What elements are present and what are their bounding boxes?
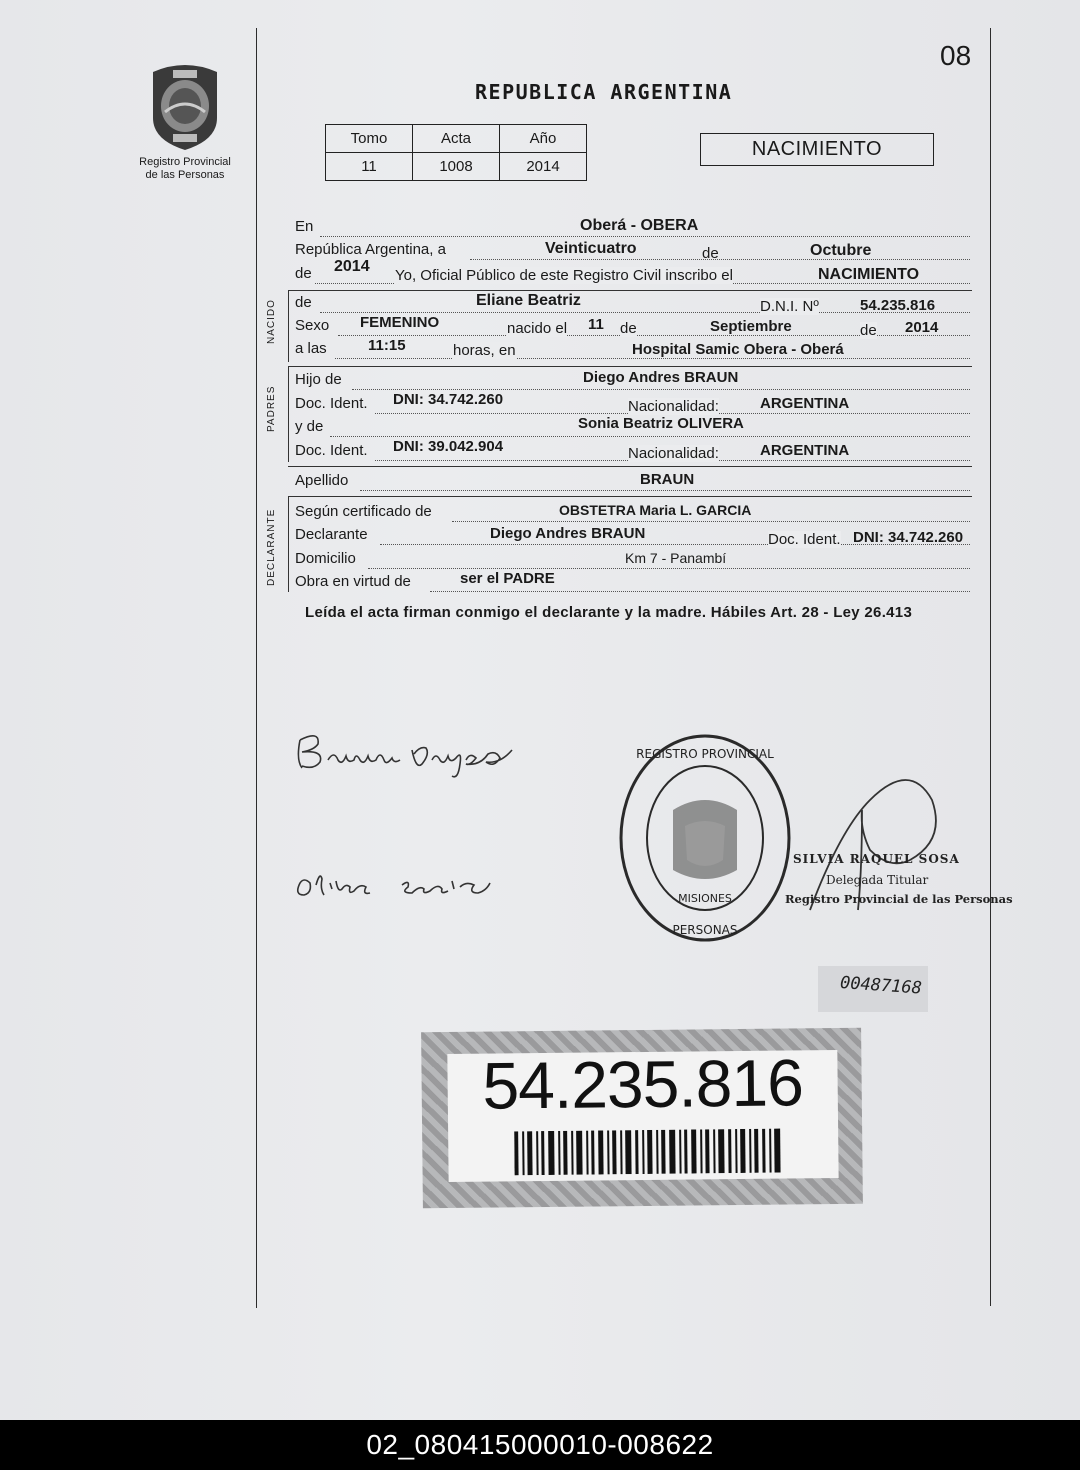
mother-name-value: Sonia Beatriz OLIVERA	[578, 415, 744, 432]
record-table-header: Acta	[413, 125, 500, 153]
month-value: Octubre	[810, 242, 872, 259]
declarante-label: Declarante	[295, 526, 368, 543]
declarante-value: Diego Andres BRAUN	[490, 525, 646, 542]
nacionalidad-label: Nacionalidad:	[628, 445, 719, 462]
de-label: de	[702, 245, 719, 262]
footer-id-band	[0, 1420, 1080, 1470]
serial-number: 00487168	[839, 972, 923, 999]
dotted-line	[352, 389, 970, 390]
official-office: Registro Provincial de las Personas	[785, 892, 1013, 906]
apellido-value: BRAUN	[640, 471, 695, 488]
record-table-cell: 11	[326, 153, 413, 181]
de-label: de	[295, 294, 312, 311]
doc-ident-label: Doc. Ident.	[295, 442, 368, 459]
padres-section-label: PADRES	[266, 385, 277, 432]
seal-caption-line2: de las Personas	[145, 169, 225, 181]
de-label: de	[295, 265, 312, 282]
father-doc-value: DNI: 34.742.260	[393, 391, 504, 408]
dotted-line	[452, 521, 970, 522]
left-margin-line	[256, 28, 257, 1308]
inscribo-value: NACIMIENTO	[818, 266, 920, 283]
sexo-value: FEMENINO	[360, 314, 440, 331]
doc-ident-label: Doc. Ident.	[295, 395, 368, 412]
doc-ident-label: Doc. Ident.	[768, 531, 841, 548]
obra-label: Obra en virtud de	[295, 573, 411, 590]
record-table	[325, 124, 587, 181]
barcode-number: 54.235.816	[482, 1045, 804, 1123]
section-divider	[288, 366, 972, 367]
de-label: de	[860, 322, 877, 339]
dotted-line	[430, 591, 970, 592]
sexo-label: Sexo	[295, 317, 330, 334]
official-name: SILVIA RAQUEL SOSA	[793, 852, 960, 866]
declarante-section-label: DECLARANTE	[266, 508, 277, 586]
right-margin-line	[990, 28, 991, 1306]
official-role: Delegada Titular	[826, 873, 929, 887]
barcode-label	[421, 1028, 863, 1209]
dotted-line	[330, 436, 970, 437]
footer-id: 02_080415000010-008622	[366, 1429, 714, 1460]
record-type-box: NACIMIENTO	[700, 133, 934, 166]
birth-month-value: Septiembre	[710, 318, 792, 335]
record-table-cell: 2014	[500, 153, 587, 181]
hijo-de-label: Hijo de	[295, 371, 342, 388]
barcode-inner	[447, 1045, 838, 1182]
nacido-section-label: NACIDO	[266, 299, 277, 344]
year-value: 2014	[334, 258, 370, 275]
barcode-bars-icon	[514, 1129, 784, 1176]
father-nationality-value: ARGENTINA	[760, 395, 850, 412]
child-dni-value: 54.235.816	[860, 297, 936, 314]
section-divider	[288, 496, 972, 497]
certificado-label: Según certificado de	[295, 503, 432, 520]
closing-statement: Leída el acta firman conmigo el declarante y la madre. Hábiles Art. 28 - Ley 26.413	[305, 604, 913, 621]
dotted-line	[320, 236, 970, 237]
declarante-doc-value: DNI: 34.742.260	[853, 529, 964, 546]
signature-mother	[290, 855, 510, 905]
section-bracket	[288, 290, 289, 362]
dni-label: D.N.I. Nº	[760, 298, 819, 315]
de-label: de	[620, 320, 637, 337]
horas-label: horas, en	[453, 342, 516, 359]
record-table-cell: 1008	[413, 153, 500, 181]
svg-text:PERSONAS: PERSONAS	[672, 923, 738, 937]
section-divider	[288, 290, 972, 291]
dotted-line	[368, 568, 970, 569]
a-las-label: a las	[295, 340, 327, 357]
record-table-header: Año	[500, 125, 587, 153]
nacionalidad-label: Nacionalidad:	[628, 398, 719, 415]
en-label: En	[295, 218, 314, 235]
child-name-value: Eliane Beatriz	[476, 292, 581, 309]
section-bracket	[288, 496, 289, 592]
provincial-coat-of-arms-icon	[143, 62, 227, 152]
birth-day-value: 11	[588, 316, 604, 333]
nacido-el-label: nacido el	[507, 320, 568, 337]
y-de-label: y de	[295, 418, 324, 435]
dotted-line	[335, 358, 970, 359]
domicilio-label: Domicilio	[295, 550, 356, 567]
svg-text:REGISTRO PROVINCIAL: REGISTRO PROVINCIAL	[636, 747, 774, 761]
section-divider	[288, 466, 972, 467]
republica-label: República Argentina, a	[295, 241, 446, 258]
day-value: Veinticuatro	[545, 240, 637, 257]
domicilio-value: Km 7 - Panambí	[625, 550, 727, 566]
birth-place-value: Hospital Samic Obera - Oberá	[632, 341, 844, 358]
mother-doc-value: DNI: 39.042.904	[393, 438, 504, 455]
page-number: 08	[940, 40, 972, 71]
place-value: Oberá - OBERA	[580, 217, 699, 234]
provincial-seal	[135, 62, 235, 182]
dotted-line	[470, 259, 970, 260]
birth-time-value: 11:15	[368, 337, 406, 354]
inscribo-text: Yo, Oficial Público de este Registro Civil inscribo el	[395, 267, 733, 284]
mother-nationality-value: ARGENTINA	[760, 442, 850, 459]
seal-caption-line1: Registro Provincial	[139, 156, 231, 168]
official-round-stamp-icon	[615, 730, 795, 950]
certificado-value: OBSTETRA Maria L. GARCIA	[559, 502, 752, 518]
serial-number-box	[818, 966, 928, 1012]
apellido-label: Apellido	[295, 472, 349, 489]
record-table-header: Tomo	[326, 125, 413, 153]
birth-year-value: 2014	[905, 319, 939, 336]
document-title: REPUBLICA ARGENTINA	[475, 80, 733, 104]
section-bracket	[288, 366, 289, 462]
dotted-line	[360, 490, 970, 491]
obra-value: ser el PADRE	[460, 570, 555, 587]
signature-father	[290, 720, 530, 790]
father-name-value: Diego Andres BRAUN	[583, 369, 739, 386]
svg-text:MISIONES: MISIONES	[678, 892, 732, 905]
